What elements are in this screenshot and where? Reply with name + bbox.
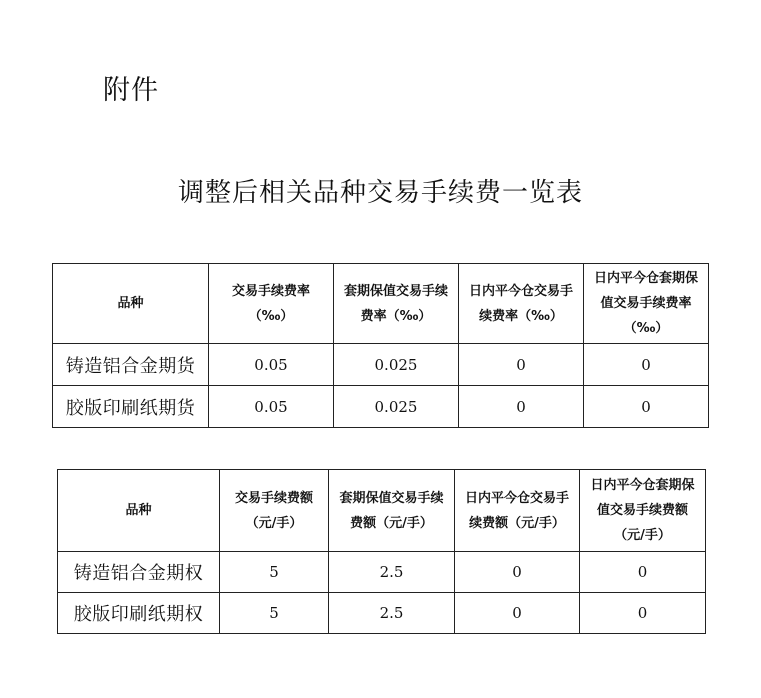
table-row <box>53 386 709 428</box>
table-header-row <box>53 264 709 344</box>
attachment-label: 附件 <box>103 75 159 106</box>
value-cell: 0.025 <box>334 386 459 428</box>
value-cell: 0 <box>580 593 706 634</box>
value-cell: 0.025 <box>334 344 459 386</box>
table-row <box>58 593 706 634</box>
header-intraday-close-fee-amount: 日内平今仓交易手续费额（元/手） <box>455 470 580 552</box>
value-cell: 0 <box>455 593 580 634</box>
value-cell: 0 <box>459 344 584 386</box>
value-cell: 5 <box>220 593 329 634</box>
header-variety: 品种 <box>53 264 209 344</box>
variety-cell: 胶版印刷纸期权 <box>58 593 220 634</box>
table-row <box>58 552 706 593</box>
header-intraday-hedging-fee-amount: 日内平今仓套期保值交易手续费额（元/手） <box>580 470 706 552</box>
value-cell: 0 <box>584 344 709 386</box>
header-intraday-hedging-fee-rate: 日内平今仓套期保值交易手续费率（‰） <box>584 264 709 344</box>
value-cell: 0 <box>584 386 709 428</box>
header-variety: 品种 <box>58 470 220 552</box>
value-cell: 0 <box>459 386 584 428</box>
fee-rate-table <box>52 263 709 428</box>
variety-cell: 胶版印刷纸期货 <box>53 386 209 428</box>
value-cell: 2.5 <box>329 552 455 593</box>
header-intraday-close-fee-rate: 日内平今仓交易手续费率（‰） <box>459 264 584 344</box>
value-cell: 2.5 <box>329 593 455 634</box>
page-title: 调整后相关品种交易手续费一览表 <box>177 178 583 208</box>
table-row <box>53 344 709 386</box>
fee-amount-table <box>57 469 706 634</box>
value-cell: 0 <box>580 552 706 593</box>
value-cell: 0 <box>455 552 580 593</box>
variety-cell: 铸造铝合金期权 <box>58 552 220 593</box>
table-header-row <box>58 470 706 552</box>
header-hedging-fee-amount: 套期保值交易手续费额（元/手） <box>329 470 455 552</box>
value-cell: 5 <box>220 552 329 593</box>
header-trading-fee-amount: 交易手续费额（元/手） <box>220 470 329 552</box>
variety-cell: 铸造铝合金期货 <box>53 344 209 386</box>
header-trading-fee-rate: 交易手续费率（‰） <box>209 264 334 344</box>
value-cell: 0.05 <box>209 386 334 428</box>
value-cell: 0.05 <box>209 344 334 386</box>
header-hedging-fee-rate: 套期保值交易手续费率（‰） <box>334 264 459 344</box>
